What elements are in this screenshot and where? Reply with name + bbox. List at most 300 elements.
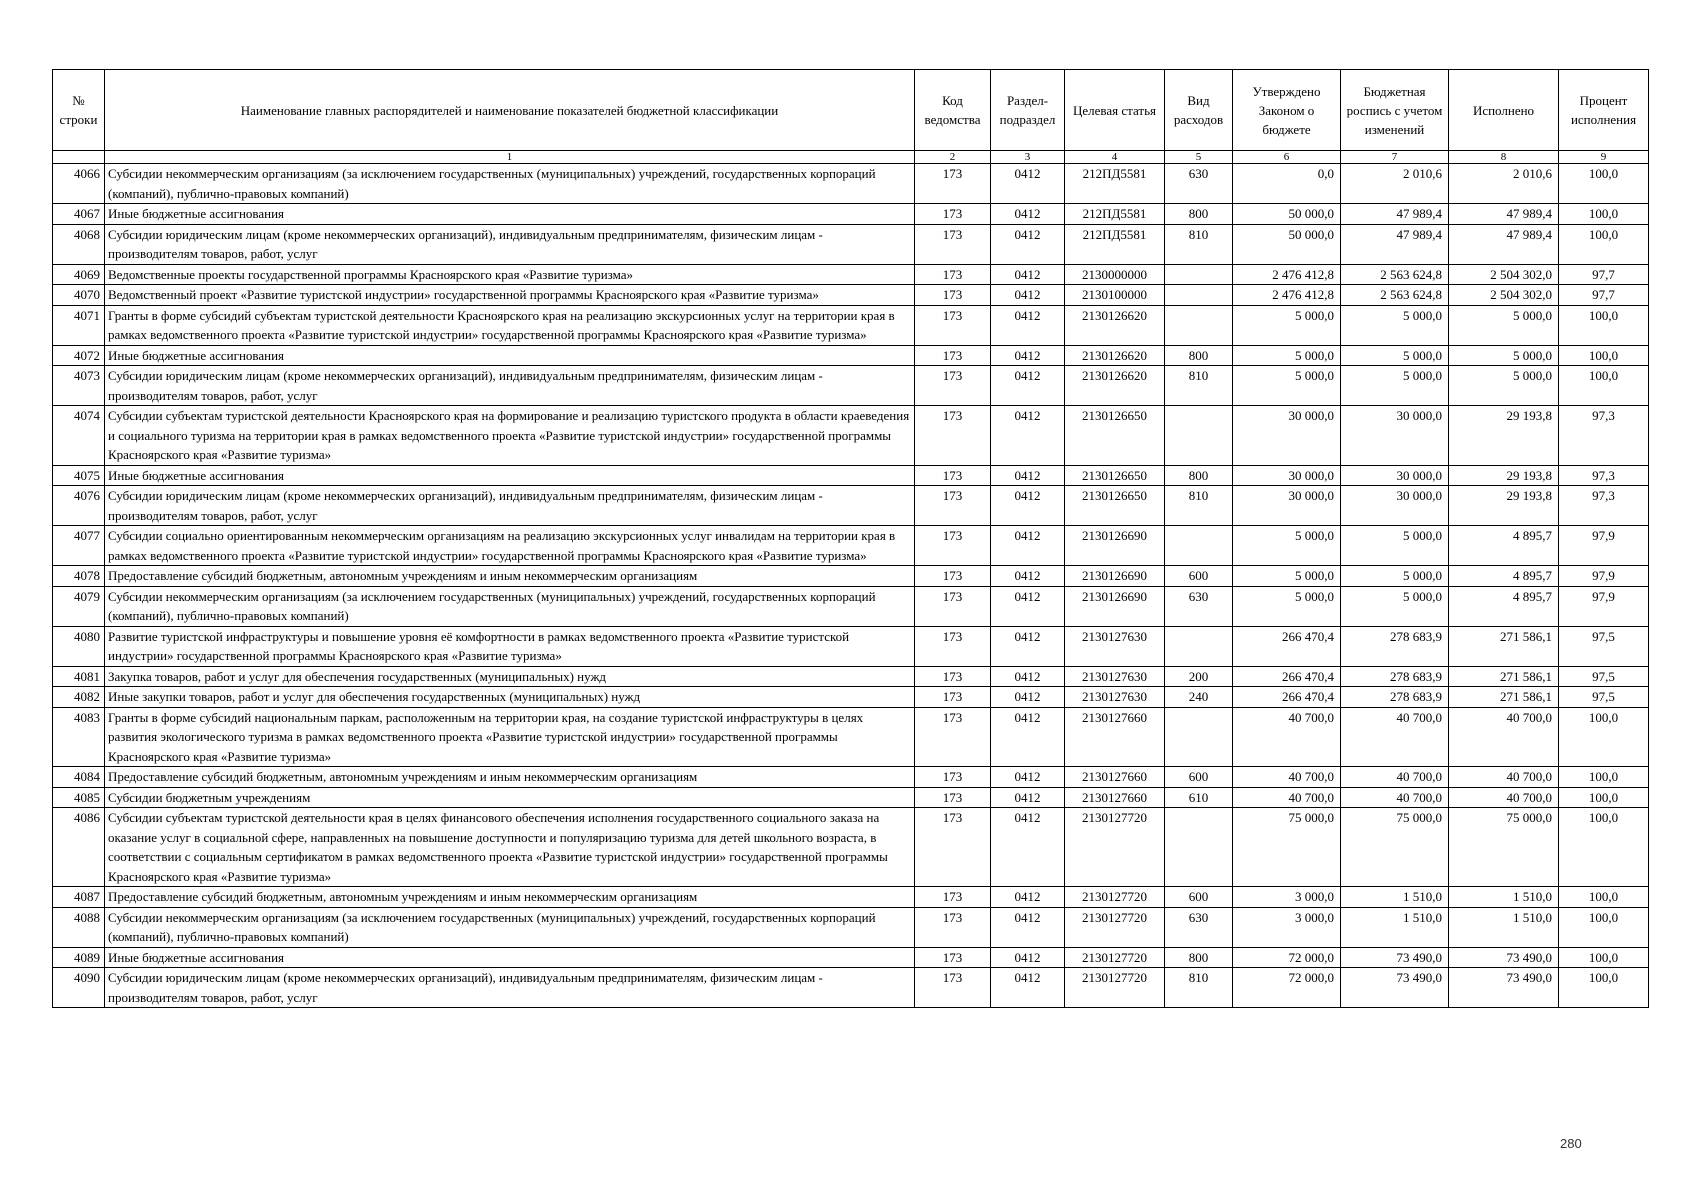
- table-row: [53, 486, 1649, 526]
- section-cell: 0412: [991, 465, 1065, 486]
- table-row: [53, 586, 1649, 626]
- budget-amount-cell: 73 490,0: [1341, 968, 1449, 1008]
- name-cell: Гранты в форме субсидий национальным паркам, расположенным на территории края, на создание туристской инфраструктуры в целях развития экологического туризма в рамках ведомственного проекта «Развитие туристской индустрии» государственной программы Красноярского края «Развитие туризма»: [105, 707, 915, 767]
- budget-amount-cell: 2 563 624,8: [1341, 264, 1449, 285]
- expense-type-cell: 810: [1165, 366, 1233, 406]
- section-cell: 0412: [991, 345, 1065, 366]
- budget-amount-cell: 47 989,4: [1341, 224, 1449, 264]
- name-cell: Субсидии социально ориентированным некоммерческим организациям на реализацию экскурсионных услуг инвалидам на территории края в рамках ведомственного проекта «Развитие туристской индустрии» государственной программы Красноярского края «Развитие туризма»: [105, 526, 915, 566]
- budget-amount-cell: 5 000,0: [1341, 526, 1449, 566]
- section-cell: 0412: [991, 224, 1065, 264]
- column-number: 3: [991, 151, 1065, 164]
- table-row: [53, 887, 1649, 908]
- target-article-cell: 2130126690: [1065, 566, 1165, 587]
- target-article-cell: 2130126690: [1065, 526, 1165, 566]
- percent-cell: 100,0: [1559, 204, 1649, 225]
- department-code-cell: 173: [915, 707, 991, 767]
- executed-amount-cell: 47 989,4: [1449, 204, 1559, 225]
- approved-amount-cell: 2 476 412,8: [1233, 264, 1341, 285]
- section-cell: 0412: [991, 204, 1065, 225]
- executed-amount-cell: 29 193,8: [1449, 486, 1559, 526]
- percent-cell: 100,0: [1559, 305, 1649, 345]
- department-code-cell: 173: [915, 968, 991, 1008]
- department-code-cell: 173: [915, 808, 991, 887]
- column-number: 5: [1165, 151, 1233, 164]
- target-article-cell: 2130000000: [1065, 264, 1165, 285]
- section-cell: 0412: [991, 264, 1065, 285]
- budget-amount-cell: 1 510,0: [1341, 887, 1449, 908]
- target-article-cell: 2130127660: [1065, 767, 1165, 788]
- expense-type-cell: [1165, 526, 1233, 566]
- name-cell: Субсидии некоммерческим организациям (за исключением государственных (муниципальных) учреждений, государственных корпораций (компаний), публично-правовых компаний): [105, 164, 915, 204]
- table-row: [53, 947, 1649, 968]
- percent-cell: 100,0: [1559, 767, 1649, 788]
- expense-type-cell: 610: [1165, 787, 1233, 808]
- name-cell: Иные бюджетные ассигнования: [105, 465, 915, 486]
- department-code-cell: 173: [915, 626, 991, 666]
- executed-amount-cell: 271 586,1: [1449, 666, 1559, 687]
- budget-amount-cell: 5 000,0: [1341, 566, 1449, 587]
- name-cell: Субсидии субъектам туристской деятельности края в целях финансового обеспечения исполнения государственного социального заказа на оказание услуг в социальной сфере, направленных на повышение доступности и популяризацию туризма для детей школьного возраста, в соответствии с социальным сертификатом в рамках ведомственного проекта «Развитие туристской индустрии» государственной программы Красноярского края «Развитие туризма»: [105, 808, 915, 887]
- row-number-cell: 4084: [53, 767, 105, 788]
- executed-amount-cell: 75 000,0: [1449, 808, 1559, 887]
- section-cell: 0412: [991, 526, 1065, 566]
- executed-amount-cell: 1 510,0: [1449, 887, 1559, 908]
- percent-cell: 97,3: [1559, 465, 1649, 486]
- department-code-cell: 173: [915, 947, 991, 968]
- approved-amount-cell: 40 700,0: [1233, 787, 1341, 808]
- approved-amount-cell: 266 470,4: [1233, 626, 1341, 666]
- budget-amount-cell: 40 700,0: [1341, 767, 1449, 788]
- budget-amount-cell: 30 000,0: [1341, 406, 1449, 466]
- percent-cell: 97,9: [1559, 526, 1649, 566]
- name-cell: Иные бюджетные ассигнования: [105, 947, 915, 968]
- expense-type-cell: [1165, 406, 1233, 466]
- percent-cell: 100,0: [1559, 345, 1649, 366]
- percent-cell: 97,9: [1559, 566, 1649, 587]
- executed-amount-cell: 73 490,0: [1449, 968, 1559, 1008]
- row-number-cell: 4088: [53, 907, 105, 947]
- table-row: [53, 345, 1649, 366]
- department-code-cell: 173: [915, 164, 991, 204]
- name-cell: Закупка товаров, работ и услуг для обеспечения государственных (муниципальных) нужд: [105, 666, 915, 687]
- department-code-cell: 173: [915, 586, 991, 626]
- executed-amount-cell: 2 504 302,0: [1449, 285, 1559, 306]
- percent-cell: 100,0: [1559, 808, 1649, 887]
- approved-amount-cell: 30 000,0: [1233, 465, 1341, 486]
- page-number: 280: [1560, 1136, 1582, 1151]
- budget-amount-cell: 47 989,4: [1341, 204, 1449, 225]
- budget-amount-cell: 2 010,6: [1341, 164, 1449, 204]
- table-row: [53, 406, 1649, 466]
- row-number-cell: 4087: [53, 887, 105, 908]
- section-cell: 0412: [991, 787, 1065, 808]
- row-number-cell: 4077: [53, 526, 105, 566]
- department-code-cell: 173: [915, 204, 991, 225]
- target-article-cell: 2130126650: [1065, 486, 1165, 526]
- name-cell: Субсидии некоммерческим организациям (за исключением государственных (муниципальных) учреждений, государственных корпораций (компаний), публично-правовых компаний): [105, 586, 915, 626]
- section-cell: 0412: [991, 366, 1065, 406]
- executed-amount-cell: 2 504 302,0: [1449, 264, 1559, 285]
- executed-amount-cell: 40 700,0: [1449, 787, 1559, 808]
- percent-cell: 100,0: [1559, 707, 1649, 767]
- target-article-cell: 2130126620: [1065, 366, 1165, 406]
- budget-amount-cell: 2 563 624,8: [1341, 285, 1449, 306]
- table-row: [53, 285, 1649, 306]
- budget-amount-cell: 278 683,9: [1341, 687, 1449, 708]
- budget-amount-cell: 278 683,9: [1341, 666, 1449, 687]
- expense-type-cell: 800: [1165, 345, 1233, 366]
- row-number-cell: 4082: [53, 687, 105, 708]
- executed-amount-cell: 5 000,0: [1449, 345, 1559, 366]
- name-cell: Гранты в форме субсидий субъектам туристской деятельности Красноярского края на реализацию экскурсионных услуг на территории края в рамках ведомственного проекта «Развитие туристской индустрии» государственной программы Красноярского края «Развитие туризма»: [105, 305, 915, 345]
- row-number-cell: 4085: [53, 787, 105, 808]
- section-cell: 0412: [991, 305, 1065, 345]
- name-cell: Субсидии некоммерческим организациям (за исключением государственных (муниципальных) учреждений, государственных корпораций (компаний), публично-правовых компаний): [105, 907, 915, 947]
- header-expense-type: Вид расходов: [1165, 70, 1233, 151]
- name-cell: Ведомственный проект «Развитие туристской индустрии» государственной программы Красноярского края «Развитие туризма»: [105, 285, 915, 306]
- header-department-code: Код ведомства: [915, 70, 991, 151]
- percent-cell: 100,0: [1559, 887, 1649, 908]
- executed-amount-cell: 29 193,8: [1449, 465, 1559, 486]
- department-code-cell: 173: [915, 907, 991, 947]
- row-number-cell: 4074: [53, 406, 105, 466]
- name-cell: Предоставление субсидий бюджетным, автономным учреждениям и иным некоммерческим организациям: [105, 566, 915, 587]
- row-number-cell: 4067: [53, 204, 105, 225]
- target-article-cell: 2130127630: [1065, 687, 1165, 708]
- table-row: [53, 566, 1649, 587]
- row-number-cell: 4071: [53, 305, 105, 345]
- header-target-article: Целевая статья: [1065, 70, 1165, 151]
- department-code-cell: 173: [915, 767, 991, 788]
- department-code-cell: 173: [915, 566, 991, 587]
- approved-amount-cell: 5 000,0: [1233, 566, 1341, 587]
- percent-cell: 97,7: [1559, 285, 1649, 306]
- row-number-cell: 4090: [53, 968, 105, 1008]
- table-row: [53, 164, 1649, 204]
- column-number: 1: [105, 151, 915, 164]
- name-cell: Иные бюджетные ассигнования: [105, 345, 915, 366]
- target-article-cell: 2130127660: [1065, 707, 1165, 767]
- table-row: [53, 626, 1649, 666]
- header-approved: Утверждено Законом о бюджете: [1233, 70, 1341, 151]
- section-cell: 0412: [991, 406, 1065, 466]
- approved-amount-cell: 5 000,0: [1233, 586, 1341, 626]
- executed-amount-cell: 4 895,7: [1449, 586, 1559, 626]
- budget-amount-cell: 40 700,0: [1341, 707, 1449, 767]
- executed-amount-cell: 2 010,6: [1449, 164, 1559, 204]
- approved-amount-cell: 50 000,0: [1233, 204, 1341, 225]
- name-cell: Иные закупки товаров, работ и услуг для обеспечения государственных (муниципальных) нужд: [105, 687, 915, 708]
- expense-type-cell: [1165, 285, 1233, 306]
- department-code-cell: 173: [915, 224, 991, 264]
- expense-type-cell: [1165, 626, 1233, 666]
- expense-type-cell: 200: [1165, 666, 1233, 687]
- section-cell: 0412: [991, 586, 1065, 626]
- section-cell: 0412: [991, 486, 1065, 526]
- table-row: [53, 366, 1649, 406]
- name-cell: Ведомственные проекты государственной программы Красноярского края «Развитие туризма»: [105, 264, 915, 285]
- budget-amount-cell: 75 000,0: [1341, 808, 1449, 887]
- section-cell: 0412: [991, 687, 1065, 708]
- table-row: [53, 767, 1649, 788]
- target-article-cell: 2130126650: [1065, 406, 1165, 466]
- approved-amount-cell: 5 000,0: [1233, 345, 1341, 366]
- name-cell: Иные бюджетные ассигнования: [105, 204, 915, 225]
- header-section: Раздел-подраздел: [991, 70, 1065, 151]
- column-number: 2: [915, 151, 991, 164]
- budget-amount-cell: 5 000,0: [1341, 586, 1449, 626]
- section-cell: 0412: [991, 947, 1065, 968]
- percent-cell: 100,0: [1559, 164, 1649, 204]
- column-number-row: [53, 151, 1649, 164]
- row-number-cell: 4086: [53, 808, 105, 887]
- row-number-cell: 4089: [53, 947, 105, 968]
- row-number-cell: 4070: [53, 285, 105, 306]
- executed-amount-cell: 40 700,0: [1449, 767, 1559, 788]
- target-article-cell: 212ПД5581: [1065, 224, 1165, 264]
- target-article-cell: 2130127720: [1065, 887, 1165, 908]
- budget-table: [52, 69, 1649, 1008]
- header-executed: Исполнено: [1449, 70, 1559, 151]
- percent-cell: 97,9: [1559, 586, 1649, 626]
- approved-amount-cell: 5 000,0: [1233, 305, 1341, 345]
- expense-type-cell: 630: [1165, 164, 1233, 204]
- executed-amount-cell: 4 895,7: [1449, 526, 1559, 566]
- approved-amount-cell: 2 476 412,8: [1233, 285, 1341, 306]
- approved-amount-cell: 40 700,0: [1233, 767, 1341, 788]
- target-article-cell: 2130127720: [1065, 947, 1165, 968]
- executed-amount-cell: 40 700,0: [1449, 707, 1559, 767]
- executed-amount-cell: 29 193,8: [1449, 406, 1559, 466]
- target-article-cell: 2130127630: [1065, 666, 1165, 687]
- target-article-cell: 2130126620: [1065, 305, 1165, 345]
- name-cell: Субсидии бюджетным учреждениям: [105, 787, 915, 808]
- column-number: 7: [1341, 151, 1449, 164]
- row-number-cell: 4078: [53, 566, 105, 587]
- expense-type-cell: 630: [1165, 586, 1233, 626]
- target-article-cell: 2130126650: [1065, 465, 1165, 486]
- percent-cell: 100,0: [1559, 366, 1649, 406]
- budget-amount-cell: 5 000,0: [1341, 366, 1449, 406]
- expense-type-cell: 240: [1165, 687, 1233, 708]
- expense-type-cell: 600: [1165, 887, 1233, 908]
- percent-cell: 97,7: [1559, 264, 1649, 285]
- header-row-number: № строки: [53, 70, 105, 151]
- row-number-cell: 4076: [53, 486, 105, 526]
- name-cell: Развитие туристской инфраструктуры и повышение уровня её комфортности в рамках ведомственного проекта «Развитие туристской индустрии» государственной программы Красноярского края «Развитие туризма»: [105, 626, 915, 666]
- executed-amount-cell: 5 000,0: [1449, 305, 1559, 345]
- approved-amount-cell: 40 700,0: [1233, 707, 1341, 767]
- approved-amount-cell: 30 000,0: [1233, 406, 1341, 466]
- section-cell: 0412: [991, 626, 1065, 666]
- table-row: [53, 907, 1649, 947]
- percent-cell: 97,3: [1559, 406, 1649, 466]
- target-article-cell: 2130127720: [1065, 907, 1165, 947]
- budget-amount-cell: 40 700,0: [1341, 787, 1449, 808]
- header-budget-schedule: Бюджетная роспись с учетом изменений: [1341, 70, 1449, 151]
- column-number: 8: [1449, 151, 1559, 164]
- budget-amount-cell: 1 510,0: [1341, 907, 1449, 947]
- target-article-cell: 2130127720: [1065, 808, 1165, 887]
- table-row: [53, 305, 1649, 345]
- section-cell: 0412: [991, 285, 1065, 306]
- approved-amount-cell: 5 000,0: [1233, 366, 1341, 406]
- column-number: 6: [1233, 151, 1341, 164]
- target-article-cell: 2130126690: [1065, 586, 1165, 626]
- department-code-cell: 173: [915, 687, 991, 708]
- department-code-cell: 173: [915, 345, 991, 366]
- section-cell: 0412: [991, 164, 1065, 204]
- target-article-cell: 212ПД5581: [1065, 164, 1165, 204]
- target-article-cell: 2130100000: [1065, 285, 1165, 306]
- name-cell: Субсидии субъектам туристской деятельности Красноярского края на формирование и реализацию туристского продукта в области краеведения и социального туризма на территории края в рамках ведомственного проекта «Развитие туристской индустрии» государственной программы Красноярского края «Развитие туризма»: [105, 406, 915, 466]
- approved-amount-cell: 5 000,0: [1233, 526, 1341, 566]
- approved-amount-cell: 266 470,4: [1233, 687, 1341, 708]
- table-row: [53, 808, 1649, 887]
- budget-amount-cell: 73 490,0: [1341, 947, 1449, 968]
- expense-type-cell: [1165, 305, 1233, 345]
- row-number-cell: 4069: [53, 264, 105, 285]
- approved-amount-cell: 75 000,0: [1233, 808, 1341, 887]
- expense-type-cell: 800: [1165, 204, 1233, 225]
- department-code-cell: 173: [915, 406, 991, 466]
- row-number-cell: 4083: [53, 707, 105, 767]
- row-number-cell: 4066: [53, 164, 105, 204]
- target-article-cell: 2130127720: [1065, 968, 1165, 1008]
- name-cell: Предоставление субсидий бюджетным, автономным учреждениям и иным некоммерческим организациям: [105, 767, 915, 788]
- section-cell: 0412: [991, 887, 1065, 908]
- department-code-cell: 173: [915, 465, 991, 486]
- percent-cell: 100,0: [1559, 787, 1649, 808]
- table-row: [53, 526, 1649, 566]
- department-code-cell: 173: [915, 285, 991, 306]
- budget-amount-cell: 30 000,0: [1341, 465, 1449, 486]
- budget-amount-cell: 5 000,0: [1341, 305, 1449, 345]
- target-article-cell: 2130127630: [1065, 626, 1165, 666]
- name-cell: Субсидии юридическим лицам (кроме некоммерческих организаций), индивидуальным предпринимателям, физическим лицам - производителям товаров, работ, услуг: [105, 224, 915, 264]
- section-cell: 0412: [991, 808, 1065, 887]
- header-name: Наименование главных распорядителей и наименование показателей бюджетной классификации: [105, 70, 915, 151]
- executed-amount-cell: 1 510,0: [1449, 907, 1559, 947]
- expense-type-cell: 600: [1165, 566, 1233, 587]
- executed-amount-cell: 47 989,4: [1449, 224, 1559, 264]
- approved-amount-cell: 3 000,0: [1233, 907, 1341, 947]
- approved-amount-cell: 72 000,0: [1233, 968, 1341, 1008]
- executed-amount-cell: 73 490,0: [1449, 947, 1559, 968]
- percent-cell: 97,5: [1559, 687, 1649, 708]
- name-cell: Предоставление субсидий бюджетным, автономным учреждениям и иным некоммерческим организациям: [105, 887, 915, 908]
- approved-amount-cell: 72 000,0: [1233, 947, 1341, 968]
- table-row: [53, 224, 1649, 264]
- column-number: [53, 151, 105, 164]
- executed-amount-cell: 5 000,0: [1449, 366, 1559, 406]
- approved-amount-cell: 30 000,0: [1233, 486, 1341, 526]
- expense-type-cell: 810: [1165, 224, 1233, 264]
- department-code-cell: 173: [915, 666, 991, 687]
- percent-cell: 100,0: [1559, 947, 1649, 968]
- table-row: [53, 968, 1649, 1008]
- expense-type-cell: 600: [1165, 767, 1233, 788]
- expense-type-cell: [1165, 707, 1233, 767]
- budget-amount-cell: 5 000,0: [1341, 345, 1449, 366]
- name-cell: Субсидии юридическим лицам (кроме некоммерческих организаций), индивидуальным предпринимателям, физическим лицам - производителям товаров, работ, услуг: [105, 366, 915, 406]
- row-number-cell: 4073: [53, 366, 105, 406]
- name-cell: Субсидии юридическим лицам (кроме некоммерческих организаций), индивидуальным предпринимателям, физическим лицам - производителям товаров, работ, услуг: [105, 968, 915, 1008]
- department-code-cell: 173: [915, 787, 991, 808]
- row-number-cell: 4081: [53, 666, 105, 687]
- department-code-cell: 173: [915, 486, 991, 526]
- table-row: [53, 264, 1649, 285]
- table-row: [53, 465, 1649, 486]
- section-cell: 0412: [991, 566, 1065, 587]
- section-cell: 0412: [991, 666, 1065, 687]
- table-row: [53, 687, 1649, 708]
- table-body: [53, 164, 1649, 1008]
- department-code-cell: 173: [915, 264, 991, 285]
- section-cell: 0412: [991, 968, 1065, 1008]
- budget-amount-cell: 30 000,0: [1341, 486, 1449, 526]
- row-number-cell: 4068: [53, 224, 105, 264]
- expense-type-cell: 800: [1165, 947, 1233, 968]
- table-row: [53, 204, 1649, 225]
- executed-amount-cell: 271 586,1: [1449, 687, 1559, 708]
- row-number-cell: 4079: [53, 586, 105, 626]
- percent-cell: 100,0: [1559, 224, 1649, 264]
- percent-cell: 97,3: [1559, 486, 1649, 526]
- approved-amount-cell: 266 470,4: [1233, 666, 1341, 687]
- header-row: [53, 70, 1649, 151]
- approved-amount-cell: 50 000,0: [1233, 224, 1341, 264]
- executed-amount-cell: 4 895,7: [1449, 566, 1559, 587]
- table-row: [53, 707, 1649, 767]
- approved-amount-cell: 3 000,0: [1233, 887, 1341, 908]
- executed-amount-cell: 271 586,1: [1449, 626, 1559, 666]
- percent-cell: 97,5: [1559, 626, 1649, 666]
- section-cell: 0412: [991, 767, 1065, 788]
- department-code-cell: 173: [915, 526, 991, 566]
- expense-type-cell: [1165, 808, 1233, 887]
- row-number-cell: 4080: [53, 626, 105, 666]
- expense-type-cell: 810: [1165, 486, 1233, 526]
- name-cell: Субсидии юридическим лицам (кроме некоммерческих организаций), индивидуальным предпринимателям, физическим лицам - производителям товаров, работ, услуг: [105, 486, 915, 526]
- table-row: [53, 666, 1649, 687]
- department-code-cell: 173: [915, 366, 991, 406]
- expense-type-cell: [1165, 264, 1233, 285]
- approved-amount-cell: 0,0: [1233, 164, 1341, 204]
- target-article-cell: 2130127660: [1065, 787, 1165, 808]
- department-code-cell: 173: [915, 887, 991, 908]
- percent-cell: 100,0: [1559, 907, 1649, 947]
- expense-type-cell: 800: [1165, 465, 1233, 486]
- expense-type-cell: 630: [1165, 907, 1233, 947]
- section-cell: 0412: [991, 707, 1065, 767]
- percent-cell: 97,5: [1559, 666, 1649, 687]
- table-row: [53, 787, 1649, 808]
- target-article-cell: 212ПД5581: [1065, 204, 1165, 225]
- row-number-cell: 4075: [53, 465, 105, 486]
- column-number: 4: [1065, 151, 1165, 164]
- department-code-cell: 173: [915, 305, 991, 345]
- percent-cell: 100,0: [1559, 968, 1649, 1008]
- target-article-cell: 2130126620: [1065, 345, 1165, 366]
- header-percent: Процент исполнения: [1559, 70, 1649, 151]
- budget-table-container: [52, 69, 1648, 1008]
- section-cell: 0412: [991, 907, 1065, 947]
- column-number: 9: [1559, 151, 1649, 164]
- budget-amount-cell: 278 683,9: [1341, 626, 1449, 666]
- expense-type-cell: 810: [1165, 968, 1233, 1008]
